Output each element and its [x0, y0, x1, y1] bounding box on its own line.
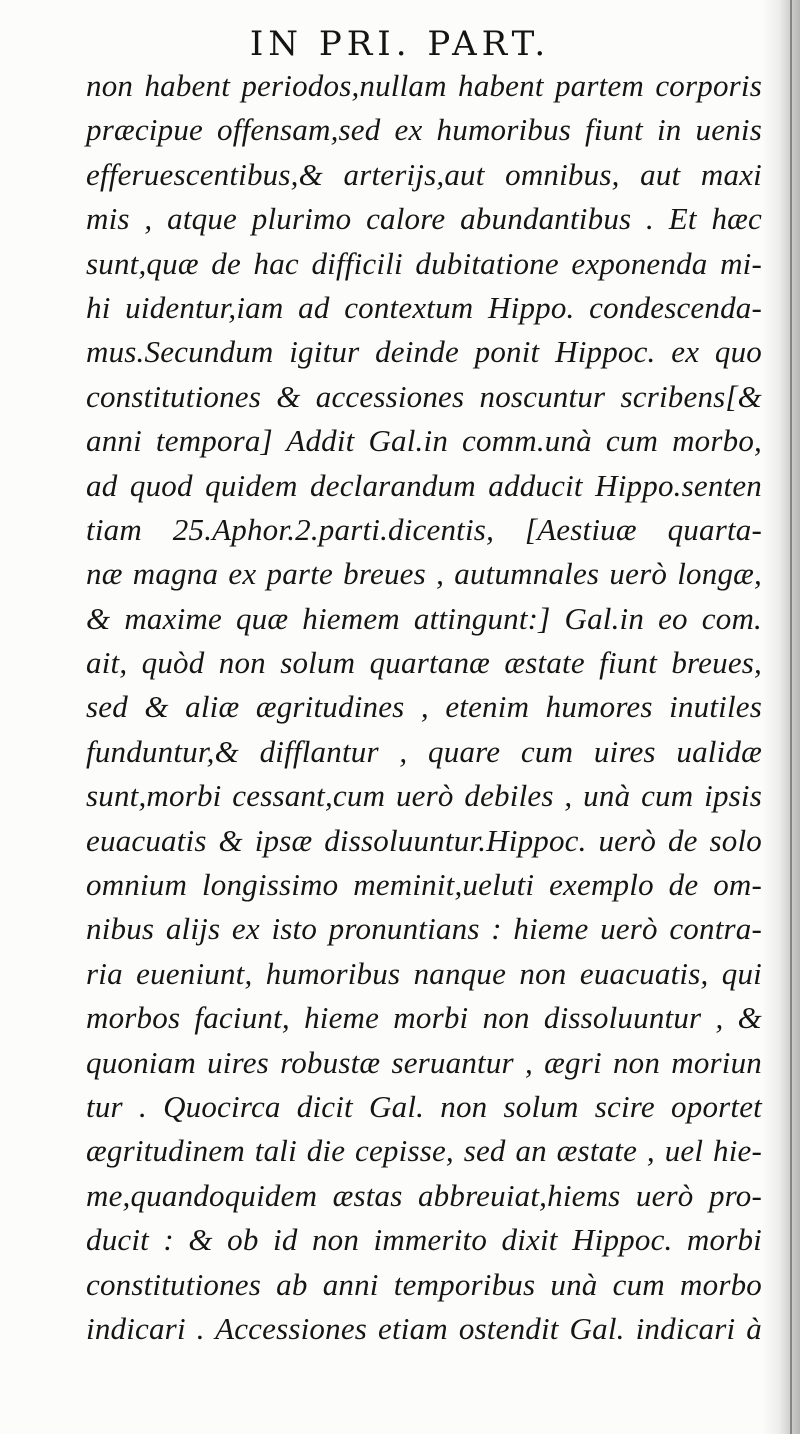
- text-line: morbos faciunt, hieme morbi non dissoluuntur , &: [86, 1000, 762, 1036]
- text-line: mis , atque plurimo calore abundantibus . Et hæc: [86, 201, 762, 237]
- text-line: ad quod quidem declarandum adducit Hippo.senten: [86, 467, 762, 503]
- text-line: hi uidentur,iam ad contextum Hippo. condescenda-: [86, 289, 762, 325]
- text-line: tur . Quocirca dicit Gal. non solum scire oportet: [86, 1088, 762, 1124]
- text-line: me,quandoquidem æstas abbreuiat,hiems uerò pro-: [86, 1177, 762, 1213]
- text-line: sunt,quæ de hac difficili dubitatione exponenda mi-: [86, 245, 762, 281]
- text-line: ait, quòd non solum quartanæ æstate fiunt breues,: [86, 645, 762, 681]
- page-edge-shadow: [762, 0, 800, 1434]
- running-header: IN PRI. PART.: [249, 24, 551, 64]
- text-line: tiam 25.Aphor.2.parti.dicentis, [Aestiuæ quarta-: [86, 511, 762, 547]
- text-line: quoniam uires robustæ seruantur , ægri non moriun: [86, 1044, 762, 1080]
- text-line: næ magna ex parte breues , autumnales uerò longæ,: [86, 556, 762, 592]
- text-line: sed & aliæ ægritudines , etenim humores inutiles: [86, 689, 762, 725]
- text-line: efferuescentibus,& arterijs,aut omnibus, aut maxi: [86, 156, 762, 192]
- text-line: non habent periodos,nullam habent partem corporis: [86, 68, 762, 103]
- text-line: præcipue offensam,sed ex humoribus fiunt in uenis: [86, 112, 762, 148]
- text-line: mus.Secundum igitur deinde ponit Hippoc. ex quo: [86, 334, 762, 370]
- text-line: & maxime quæ hiemem attingunt:] Gal.in eo com.: [86, 600, 762, 636]
- text-line: anni tempora] Addit Gal.in comm.unà cum morbo,: [86, 423, 762, 459]
- text-line: sunt,morbi cessant,cum uerò debiles , unà cum ipsis: [86, 778, 762, 814]
- text-line: ria eueniunt, humoribus nanque non euacuatis, qui: [86, 955, 762, 991]
- text-line: nibus alijs ex isto pronuntians : hieme uerò contra-: [86, 911, 762, 947]
- text-line: funduntur,& difflantur , quare cum uires ualidæ: [86, 733, 762, 769]
- body-text: [86, 64, 762, 1351]
- text-line: constitutiones & accessiones noscuntur scribens[&: [86, 378, 762, 414]
- text-line: omnium longissimo meminit,ueluti exemplo de om-: [86, 867, 762, 903]
- text-line: ducit : & ob id non immerito dixit Hippoc. morbi: [86, 1222, 762, 1258]
- text-line: euacuatis & ipsæ dissoluuntur.Hippoc. uerò de solo: [86, 822, 762, 858]
- page-edge-line: [790, 0, 792, 1434]
- text-line: ægritudinem tali die cepisse, sed an æstate , uel hie-: [86, 1133, 762, 1169]
- text-line: constitutiones ab anni temporibus unà cum morbo: [86, 1266, 762, 1302]
- text-line: indicari . Accessiones etiam ostendit Gal. indicari à: [86, 1310, 762, 1346]
